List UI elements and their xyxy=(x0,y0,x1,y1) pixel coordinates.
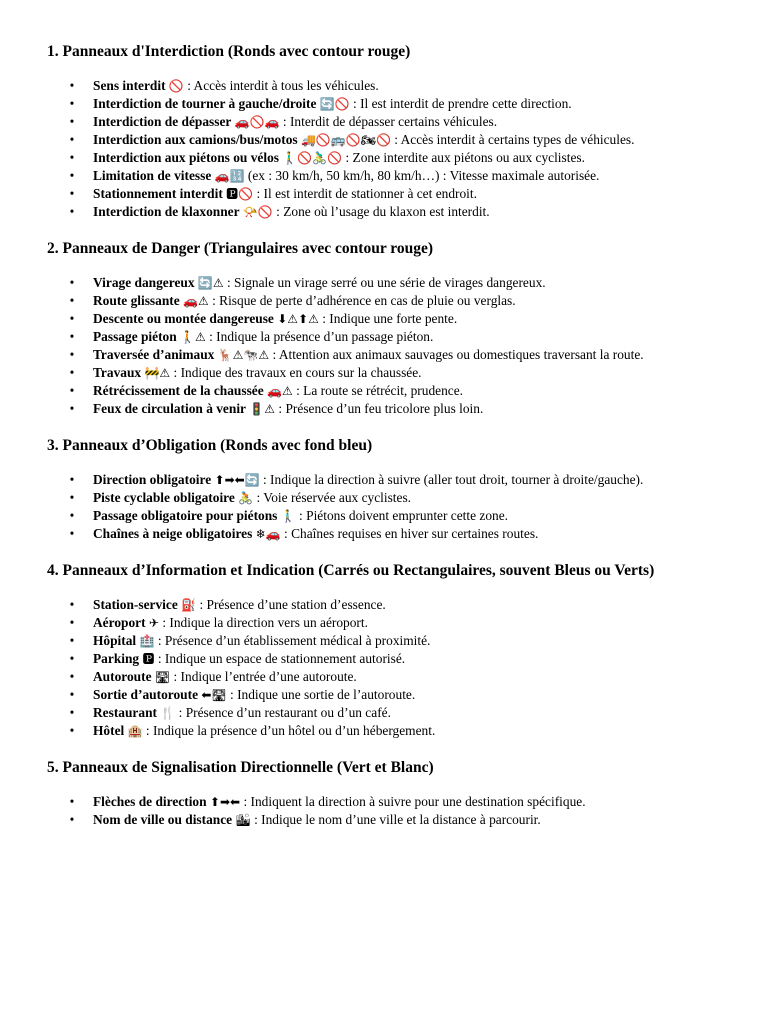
item-term: Interdiction aux piétons ou vélos xyxy=(93,150,279,165)
item-description: : Indique le nom d’une ville et la distance à parcourir. xyxy=(250,812,541,827)
item-description: : Présence d’un restaurant ou d’un café. xyxy=(175,705,391,720)
section-title: 5. Panneaux de Signalisation Directionnelle (Vert et Blanc) xyxy=(47,759,434,776)
bullet-icon: • xyxy=(69,705,75,720)
sign-icons: 🚚🚫🚌🚫🏍🚫 xyxy=(300,133,391,147)
sign-icons: 🍴 xyxy=(160,706,176,720)
item-description: : Indique l’entrée d’une autoroute. xyxy=(170,669,357,684)
sign-icons: ⬆➡⬅ xyxy=(209,795,241,809)
sign-icons: 🏥 xyxy=(139,634,155,648)
item-description: : Zone interdite aux piétons ou aux cyclistes. xyxy=(342,150,585,165)
item-description: : Accès interdit à tous les véhicules. xyxy=(183,78,379,93)
section-title: 1. Panneaux d'Interdiction (Ronds avec contour rouge) xyxy=(47,43,411,60)
item-description: (ex : 30 km/h, 50 km/h, 80 km/h…) : Vitesse maximale autorisée. xyxy=(244,168,600,183)
list-item xyxy=(47,596,728,614)
item-term: Nom de ville ou distance xyxy=(93,812,233,827)
bullet-icon: • xyxy=(69,508,75,523)
bullet-icon: • xyxy=(69,132,75,147)
item-term: Direction obligatoire xyxy=(93,472,212,487)
sign-icons: 🏙 xyxy=(235,813,251,827)
bullet-icon: • xyxy=(69,597,75,612)
item-term: Flèches de direction xyxy=(93,794,207,809)
item-term: Descente ou montée dangereuse xyxy=(93,311,274,326)
sign-icons: 🚗🚫🚗 xyxy=(234,115,280,129)
list-item xyxy=(47,77,728,95)
bullet-icon: • xyxy=(69,78,75,93)
bullet-icon: • xyxy=(69,204,75,219)
list-item xyxy=(47,471,728,489)
list-item xyxy=(47,292,728,310)
list-item xyxy=(47,668,728,686)
sign-icons: 📯🚫 xyxy=(242,205,273,219)
item-term: Aéroport xyxy=(93,615,146,630)
bullet-icon: • xyxy=(69,275,75,290)
list-item xyxy=(47,274,728,292)
list-item xyxy=(47,722,728,740)
sign-icons: 🚫 xyxy=(168,79,184,93)
item-description: : Indique une forte pente. xyxy=(318,311,458,326)
bullet-icon: • xyxy=(69,96,75,111)
bullet-icon: • xyxy=(69,311,75,326)
list-item xyxy=(47,113,728,131)
item-term: Restaurant xyxy=(93,705,157,720)
bullet-icon: • xyxy=(69,293,75,308)
item-description: : Indique la direction à suivre (aller tout droit, tourner à droite/gauche). xyxy=(259,472,644,487)
item-description: : Voie réservée aux cyclistes. xyxy=(253,490,412,505)
item-description: : Chaînes requises en hiver sur certaines routes. xyxy=(280,526,539,541)
list-item xyxy=(47,507,728,525)
item-description: : Indiquent la direction à suivre pour une destination spécifique. xyxy=(240,794,586,809)
item-term: Sortie d’autoroute xyxy=(93,687,199,702)
item-description: : Indique la présence d’un passage piéton. xyxy=(205,329,434,344)
sign-icons: ⬆➡⬅🔄 xyxy=(214,473,260,487)
bullet-icon: • xyxy=(69,383,75,398)
sign-icons: 🚗⚠ xyxy=(183,294,209,308)
item-term: Interdiction de tourner à gauche/droite xyxy=(93,96,317,111)
bullet-icon: • xyxy=(69,186,75,201)
sign-icons: 🚗🔢 xyxy=(214,169,245,183)
sign-icons: 🚗⚠ xyxy=(267,384,293,398)
item-term: Parking xyxy=(93,651,140,666)
bullet-icon: • xyxy=(69,651,75,666)
bullet-icon: • xyxy=(69,329,75,344)
bullet-icon: • xyxy=(69,526,75,541)
item-description: : Zone où l’usage du klaxon est interdit. xyxy=(272,204,490,219)
item-term: Autoroute xyxy=(93,669,152,684)
item-description: : Indique une sortie de l’autoroute. xyxy=(226,687,416,702)
list-item xyxy=(47,632,728,650)
section-interdiction xyxy=(47,42,728,221)
bullet-icon: • xyxy=(69,114,75,129)
item-term: Passage obligatoire pour piétons xyxy=(93,508,278,523)
list-item xyxy=(47,489,728,507)
item-term: Hôpital xyxy=(93,633,137,648)
list-item xyxy=(47,793,728,811)
item-term: Chaînes à neige obligatoires xyxy=(93,526,253,541)
section-obligation xyxy=(47,436,728,543)
list-item xyxy=(47,650,728,668)
list-item xyxy=(47,525,728,543)
bullet-icon: • xyxy=(69,723,75,738)
item-description: : Attention aux animaux sauvages ou domestiques traversant la route. xyxy=(269,347,644,362)
list-item xyxy=(47,614,728,632)
item-description: : Indique un espace de stationnement autorisé. xyxy=(154,651,406,666)
list-item xyxy=(47,382,728,400)
section-danger xyxy=(47,239,728,418)
item-term: Passage piéton xyxy=(93,329,177,344)
item-list xyxy=(47,793,728,829)
list-item xyxy=(47,149,728,167)
item-description: : Indique des travaux en cours sur la chaussée. xyxy=(170,365,422,380)
item-term: Travaux xyxy=(93,365,142,380)
sign-icons: ⛽ xyxy=(181,598,197,612)
bullet-icon: • xyxy=(69,615,75,630)
bullet-icon: • xyxy=(69,150,75,165)
item-term: Hôtel xyxy=(93,723,125,738)
item-term: Sens interdit xyxy=(93,78,166,93)
list-item xyxy=(47,364,728,382)
bullet-icon: • xyxy=(69,812,75,827)
item-term: Limitation de vitesse xyxy=(93,168,212,183)
section-title: 3. Panneaux d’Obligation (Ronds avec fond bleu) xyxy=(47,437,373,454)
item-description: : Indique la direction vers un aéroport. xyxy=(158,615,368,630)
item-description: : Interdit de dépasser certains véhicules. xyxy=(279,114,498,129)
item-term: Feux de circulation à venir xyxy=(93,401,246,416)
sign-icons: 🛣 xyxy=(154,670,171,684)
list-item xyxy=(47,131,728,149)
item-term: Rétrécissement de la chaussée xyxy=(93,383,264,398)
list-item xyxy=(47,328,728,346)
item-term: Station-service xyxy=(93,597,178,612)
sign-icons: 🔄🚫 xyxy=(319,97,350,111)
sign-icons: 🚧⚠ xyxy=(144,366,171,380)
item-term: Virage dangereux xyxy=(93,275,195,290)
item-list xyxy=(47,596,728,740)
sign-icons: ⬇⚠⬆⚠ xyxy=(277,312,319,326)
sign-icons: 🔄⚠ xyxy=(197,276,224,290)
bullet-icon: • xyxy=(69,168,75,183)
item-description: : Signale un virage serré ou une série de virages dangereux. xyxy=(223,275,546,290)
item-term: Interdiction de dépasser xyxy=(93,114,232,129)
sign-icons: 🚶‍♂️ xyxy=(280,509,296,523)
sign-icons: 🚴 xyxy=(238,491,254,505)
item-term: Stationnement interdit xyxy=(93,186,223,201)
item-description: : Piétons doivent emprunter cette zone. xyxy=(295,508,509,523)
item-description: : Il est interdit de stationner à cet endroit. xyxy=(253,186,477,201)
item-list xyxy=(47,471,728,543)
bullet-icon: • xyxy=(69,401,75,416)
bullet-icon: • xyxy=(69,347,75,362)
list-item xyxy=(47,346,728,364)
bullet-icon: • xyxy=(69,633,75,648)
section-directionnelle xyxy=(47,758,728,829)
item-term: Interdiction aux camions/bus/motos xyxy=(93,132,298,147)
section-information xyxy=(47,561,728,740)
sign-icons: 🅿🚫 xyxy=(226,187,254,201)
item-description: : Présence d’une station d’essence. xyxy=(196,597,386,612)
sign-icons: ⬅🛣 xyxy=(201,688,227,702)
item-list xyxy=(47,77,728,221)
bullet-icon: • xyxy=(69,687,75,702)
item-term: Piste cyclable obligatoire xyxy=(93,490,235,505)
list-item xyxy=(47,400,728,418)
sign-icons: 🅿 xyxy=(142,652,155,666)
list-item xyxy=(47,95,728,113)
item-description: : Accès interdit à certains types de véhicules. xyxy=(390,132,635,147)
item-description: : Présence d’un feu tricolore plus loin. xyxy=(275,401,484,416)
item-description: : Il est interdit de prendre cette direction. xyxy=(349,96,572,111)
bullet-icon: • xyxy=(69,472,75,487)
list-item xyxy=(47,185,728,203)
bullet-icon: • xyxy=(69,669,75,684)
list-item xyxy=(47,704,728,722)
sign-icons: 🚶‍♂️🚫🚴‍♂️🚫 xyxy=(282,151,343,165)
bullet-icon: • xyxy=(69,794,75,809)
item-description: : La route se rétrécit, prudence. xyxy=(292,383,464,398)
bullet-icon: • xyxy=(69,365,75,380)
sign-icons: ❄🚗 xyxy=(255,527,281,541)
section-title: 4. Panneaux d’Information et Indication (Carrés ou Rectangulaires, souvent Bleus ou Verts) xyxy=(47,562,655,579)
list-item xyxy=(47,203,728,221)
sign-icons: 🏨 xyxy=(127,724,143,738)
item-description: : Risque de perte d’adhérence en cas de pluie ou verglas. xyxy=(208,293,516,308)
list-item xyxy=(47,167,728,185)
list-item xyxy=(47,686,728,704)
list-item xyxy=(47,310,728,328)
item-term: Route glissante xyxy=(93,293,180,308)
list-item xyxy=(47,811,728,829)
item-list xyxy=(47,274,728,418)
item-description: : Présence d’un établissement médical à proximité. xyxy=(154,633,431,648)
item-description: : Indique la présence d’un hôtel ou d’un hébergement. xyxy=(142,723,436,738)
sign-icons: ✈ xyxy=(148,616,159,630)
item-term: Interdiction de klaxonner xyxy=(93,204,240,219)
sign-icons: 🚶⚠ xyxy=(180,330,206,344)
item-term: Traversée d’animaux xyxy=(93,347,215,362)
sign-icons: 🚦⚠ xyxy=(249,402,276,416)
sign-icons: 🦌⚠🐄⚠ xyxy=(217,348,270,362)
section-title: 2. Panneaux de Danger (Triangulaires avec contour rouge) xyxy=(47,240,434,257)
bullet-icon: • xyxy=(69,490,75,505)
